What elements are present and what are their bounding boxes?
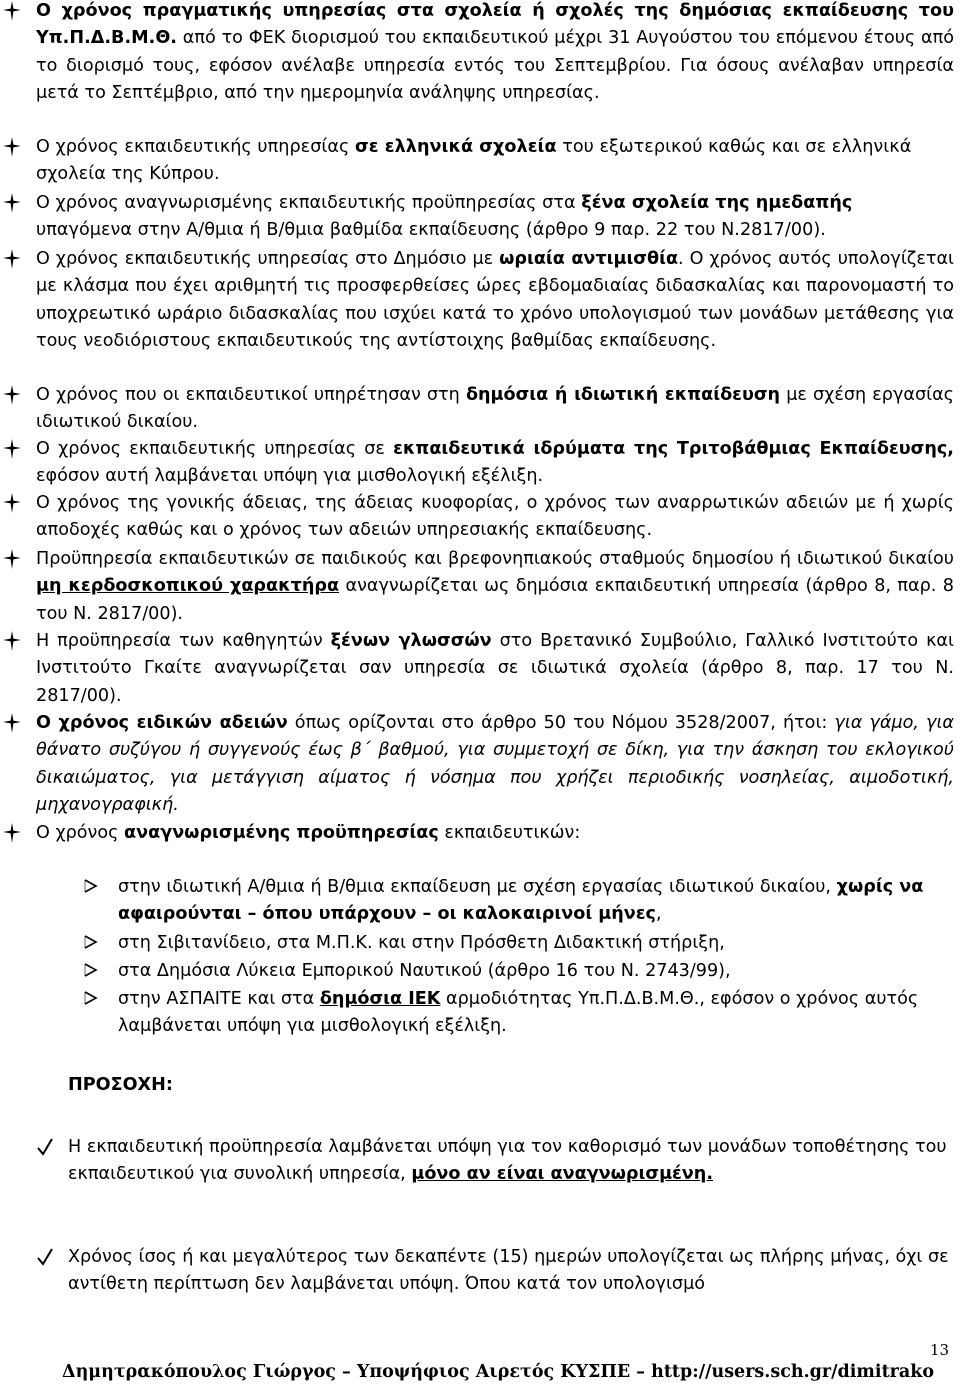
checkmark-icon [36,1137,54,1157]
note-text [68,1137,947,1184]
text-run: Ο χρόνος της γονικής άδειας, της άδειας κυοφορίας, ο χρόνος των αναρρωτικών αδειών με ή χωρίς αποδοχές καθώς και ο χρόνος των αδειών υπηρεσιακής εκπαίδευσης. [36,493,954,541]
dagger-bullet-icon [2,384,22,406]
text-run: Χρόνος ίσος ή και μεγαλύτερος των δεκαπέντε (15) ημερών υπολογίζεται ως πλήρης μήνας, όχι σε αντίθετη περίπτωση δεν λαμβάνεται υπόψη. Όπου κατά τον υπολογισμό [68,1247,949,1295]
text-run: . Ο χρόνος αυτός υπολογίζεται με κλάσμα που έχει αριθμητή τις προσφερθείσες ώρες εβδομαδιαίας διδασκαλίας και παρονομαστή το υποχρεωτικό ωράριο διδασκαλίας που ισχύει κατά το χρόνο υπολογισμού των μονάδων μετάθεσης για τους νεοδιόριστους εκπαιδευτικούς της αντίστοιχης βαθμίδας εκπαίδευσης. [36,249,954,352]
dagger-bullet-icon [2,136,22,158]
attention-note [68,1244,954,1326]
service-item-text [36,823,580,843]
text-run: με σχέση εργασίας ιδιωτικού δικαίου. [36,385,955,433]
service-item [36,246,954,356]
text-run: δημόσια ΙΕΚ [319,989,441,1009]
text-run: Ο χρόνος που οι εκπαιδευτικοί υπηρέτησαν στη [36,385,466,405]
service-item-text [36,1,954,103]
service-item-text [36,193,852,240]
service-item [36,190,954,245]
text-run: από το ΦΕΚ διορισμού του εκπαιδευτικού μέχρι 31 Αυγούστου του επόμενου έτους από το διορισμό τους, εφόσον ανέλαβε υπηρεσία εντός του Σεπτεμβρίου. Για όσους ανέλαβαν υπηρεσία μετά το Σεπτέμβριο, από την ημερομηνία ανάληψης υπηρεσίας. [36,28,954,104]
note-text [68,1247,954,1322]
text-run: αναγνωρισμένης προϋπηρεσίας [124,823,439,843]
text-run: αρμοδιότητας Υπ.Π.Δ.Β.Μ.Θ., εφόσον ο χρόνος αυτός λαμβάνεται υπόψη για μισθολογική εξέλιξη. [118,989,919,1037]
text-run: Ο χρόνος εκπαιδευτικής υπηρεσίας [36,137,356,157]
checkmark-icon [36,1247,54,1267]
text-run: Προϋπηρεσία εκπαιδευτικών σε παιδικούς και βρεφονηπιακούς σταθμούς δημοσίου ή ιδιωτικού δικαίου [36,549,954,569]
dagger-bullet-icon [2,248,22,270]
service-item-text [36,549,954,624]
text-run: στο Βρετανικό Συμβούλιο, Γαλλικό Ινστιτούτο και Ινστιτούτο Γκαίτε αναγνωρίζεται σαν υπηρεσία σε ιδιωτικά σχολεία (άρθρο 8, παρ. 17 του Ν. 2817/00). [36,631,954,706]
subitem-text [118,877,923,924]
page-number: 13 [930,1341,950,1359]
text-run: εκπαιδευτικά ιδρύματα της Τριτοβάθμιας Εκπαίδευσης, [393,439,954,459]
service-item [36,710,954,820]
service-item-text [36,493,954,540]
footer-text: Δημητρακόπουλος Γιώργος – Υποψήφιος Αιρετός ΚΥΣΠΕ – http://users.sch.gr/dimitrako [62,1362,935,1382]
text-run: Ο χρόνος [36,823,125,843]
text-run: στη Σιβιτανίδειο, στα Μ.Π.Κ. και στην Πρόσθετη Διδακτική στήριξη, [118,933,725,953]
text-run: σε ελληνικά σχολεία [355,137,557,157]
recognized-service-subitem [118,874,954,929]
dagger-bullet-icon [2,492,22,514]
dagger-bullet-icon [2,712,22,734]
service-item-text [36,713,954,815]
text-run: μη κερδοσκοπικού χαρακτήρα [36,576,340,597]
text-run: Ο χρόνος πραγματικής υπηρεσίας στα σχολεία ή σχολές της δημόσιας εκπαίδευσης του Υπ.Π.Δ.Β.Μ.Θ. [36,1,954,49]
text-run: δημόσια ή ιδιωτική εκπαίδευση [465,385,781,405]
subitem-text [118,961,731,981]
recognized-service-subitem [118,930,954,957]
service-item [36,436,954,491]
service-item [36,134,954,189]
service-item [36,0,954,108]
service-item [36,382,954,437]
text-run: Ο χρόνος εκπαιδευτικής υπηρεσίας στο Δημόσιο με [36,249,500,269]
attention-note [68,1134,954,1189]
subitem-text [118,989,918,1036]
dagger-bullet-icon [2,192,22,214]
service-item-text [36,631,954,706]
service-item [36,490,954,545]
text-run: στα Δημόσια Λύκεια Εμπορικού Ναυτικού (άρθρο 16 του Ν. 2743/99), [118,961,731,981]
text-run: στην ιδιωτική Α/θμια ή Β/θμια εκπαίδευση με σχέση εργασίας ιδιωτικού δικαίου, [118,877,837,897]
arrow-bullet-icon [82,959,100,981]
arrow-bullet-icon [82,931,100,953]
text-run: Ο χρόνος εκπαιδευτικής υπηρεσίας σε [36,439,394,459]
text-run: μόνο αν είναι αναγνωρισμένη. [411,1164,714,1185]
text-run: Η προϋπηρεσία των καθηγητών [36,631,331,651]
arrow-bullet-icon [82,987,100,1009]
service-item-text [36,385,954,432]
dagger-bullet-icon [2,0,22,22]
dagger-bullet-icon [2,438,22,460]
text-run: για γάμο, για θάνατο συζύγου ή συγγενούς έως β΄ βαθμού, για συμμετοχή σε δίκη, για την άσκηση του εκλογικού δικαιώματος, για μετάγγιση αίματος ή νόσημα που χρήζει περιοδικής νοσηλείας, αιμοδοτική, μηχανογραφική. [36,713,955,816]
service-item-text [36,249,954,351]
dagger-bullet-icon [2,630,22,652]
service-item-text [36,439,954,486]
text-run: , [655,904,662,925]
text-run: όπως ορίζονται στο άρθρο 50 του Νόμου 3528/2007, ήτοι: [287,713,835,733]
service-item-text [36,137,911,184]
text-run: ξένα σχολεία της ημεδαπής [581,193,853,213]
attention-heading: ΠΡΟΣΟΧΗ: [68,1075,173,1095]
text-run: Ο χρόνος αναγνωρισμένης εκπαιδευτικής προϋπηρεσίας στα [36,193,582,213]
dagger-bullet-icon [2,548,22,570]
subitem-text [118,933,725,953]
service-item [36,628,954,710]
text-run: Ο χρόνος ειδικών αδειών [36,713,288,733]
arrow-bullet-icon [82,875,100,897]
text-run: Η εκπαιδευτική προϋπηρεσία λαμβάνεται υπόψη για τον καθορισμό των μονάδων τοποθέτησης του εκπαιδευτικού για συνολική υπηρεσία, [68,1137,947,1185]
recognized-service-subitem [118,958,954,985]
text-run: στην ΑΣΠΑΙΤΕ και στα [118,989,320,1009]
text-run: ωριαία αντιμισθία [499,249,679,269]
text-run: υπαγόμενα στην Α/θμια ή Β/θμια βαθμίδα εκπαίδευσης (άρθρο 9 παρ. 22 του Ν.2817/00). [36,220,826,241]
text-run: του εξωτερικού καθώς και σε ελληνικά σχολεία της Κύπρου. [36,137,912,185]
text-run: εφόσον αυτή λαμβάνεται υπόψη για μισθολογική εξέλιξη. [36,466,544,487]
dagger-bullet-icon [2,822,22,844]
text-run: ξένων γλωσσών [330,631,492,651]
recognized-service-subitem [118,986,954,1041]
service-item [36,546,954,628]
text-run: χωρίς να αφαιρούνται – όπου υπάρχουν – οι καλοκαιρινοί μήνες [118,877,924,925]
text-run: εκπαιδευτικών: [438,823,581,843]
text-run: αναγνωρίζεται ως δημόσια εκπαιδευτική υπηρεσία (άρθρο 8, παρ. 8 του Ν. 2817/00). [36,576,954,624]
service-item [36,820,954,847]
